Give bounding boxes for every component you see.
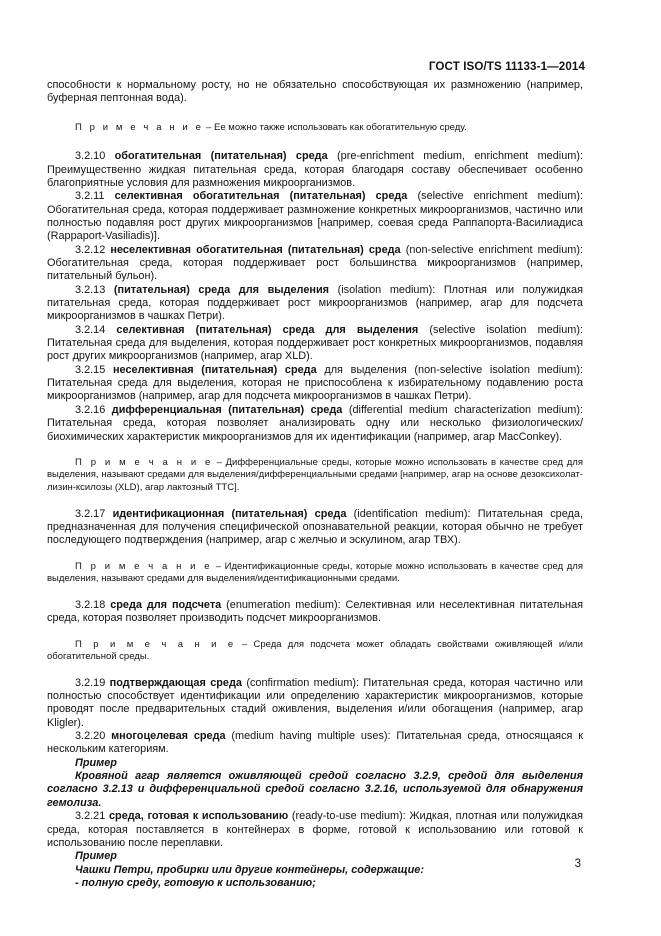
term-3-2-13: 3.2.13 (питательная) среда для выделения (isolation medium): Плотная или полужидкая питательная среда, которая поддерживает рост микроорганизмов (например, агар для подсчета микроорганизмов в чашках Петри). <box>47 283 583 323</box>
note-text: – Среда для подсчета может обладать свойствами оживляющей и/или обогатительной среды. <box>47 638 583 663</box>
note-text: – Идентификационные среды, которые можно использовать в качестве сред для выделения, называют средами для выделения/идентификационными средами. <box>47 560 583 585</box>
term-title: среда, готовая к использованию <box>108 810 289 823</box>
note-label: П р и м е ч а н и е <box>75 638 236 650</box>
term-3-2-10: 3.2.10 обогатительная (питательная) среда (pre-enrichment medium, enrichment medium): Преимущественно жидкая питательная среда, которая благодаря составу обеспечивает особенно благоприятные условия для размножения микроорганизмов. <box>47 150 583 189</box>
term-title: селективная (питательная) среда для выделения <box>116 323 419 336</box>
example-text-containers: Чашки Петри, пробирки или другие контейнеры, содержащие: <box>75 863 424 876</box>
term-title: (питательная) среда для выделения <box>113 283 330 296</box>
note-enumeration <box>47 639 583 664</box>
term-title: идентификационная (питательная) среда <box>112 507 347 520</box>
term-title: дифференциальная (питательная) среда <box>111 403 343 416</box>
note-label: П р и м е ч а н и е <box>75 121 204 133</box>
term-3-2-14: 3.2.14 селективная (питательная) среда для выделения (selective isolation medium): Питательная среда для выделения, которая поддерживает рост конкретных микроорганизмов, подавляя рост других микроорганизмов (например, агар XLD). <box>47 323 583 363</box>
example-label: Пример <box>75 756 117 769</box>
note-text: – Дифференциальные среды, которые можно использовать в качестве сред для выделения, называют средами для выделения/дифференциальными средами [например, агар на основе дезоксихолат-лизин-ксилозы (XLD), агар лактозный ТТС]. <box>47 456 583 494</box>
term-title: неселективная (питательная) среда <box>112 363 317 376</box>
term-3-2-12: 3.2.12 неселективная обогатительная (питательная) среда (non-selective enrichment medium): Обогатительная среда, которая поддерживает рост большинства микроорганизмов (например, питательный бульон). <box>47 243 583 283</box>
note-enrichment <box>47 122 583 135</box>
term-title: многоцелевая среда <box>111 730 226 743</box>
term-title: среда для подсчета <box>110 598 222 611</box>
note-label: П р и м е ч а н и е <box>75 560 213 572</box>
example-text-blood-agar: Кровяной агар является оживляющей средой согласно 3.2.9, средой для выделения согласно 3.2.13 и дифференциальной средой согласно 3.2.16, используемой для обнаружения гемолиза. <box>47 770 583 809</box>
term-title: подтверждающая среда <box>109 676 242 689</box>
page-number: 3 <box>574 858 581 870</box>
example-label: Пример <box>75 850 117 863</box>
term-3-2-11: 3.2.11 селективная обогатительная (питательная) среда (selective enrichment medium): Обогатительная среда, которая поддерживает размножение конкретных микроорганизмов, частично или полностью подавляя рост других микроорганизмов [например, соевая среда Раппапорта-Василиадиса (Rappaport-Vasiliadis)]. <box>47 190 583 243</box>
term-3-2-18: 3.2.18 среда для подсчета (enumeration medium): Селективная или неселективная питательная среда, которая позволяет производить подсчет микроорганизмов. <box>47 598 584 625</box>
note-label: П р и м е ч а н и е <box>75 456 213 468</box>
term-title: неселективная обогатительная (питательная) среда <box>110 243 401 256</box>
example-list-item: - полную среду, готовую к использованию; <box>75 876 316 889</box>
term-title: обогатительная (питательная) среда <box>114 150 328 163</box>
document-body <box>47 79 583 890</box>
term-3-2-15: 3.2.15 неселективная (питательная) среда для выделения (non-selective isolation medium): Питательная среда для выделения, которая не приспособлена к избирательному подавлению роста микроорганизмов (например, агар для подсчета микроорганизмов в чашках Петри). <box>47 363 583 403</box>
term-3-2-17: 3.2.17 идентификационная (питательная) среда (identification medium): Питательная среда, предназначенная для получения специфической опознавательной реакции, которая обычно не требует последующего подтверждения (например, агар с желчью и эскулином, агар ТВХ). <box>47 507 583 547</box>
term-3-2-16: 3.2.16 дифференциальная (питательная) среда (differential medium characterization medium): Питательная среда, которая позволяет анализировать одну или несколько физиологических/биохимических характеристик микроорганизмов для их идентификации (например, агар MacConkey). <box>47 403 583 443</box>
note-differential <box>47 457 583 495</box>
note-identification <box>47 561 583 586</box>
term-title: селективная обогатительная (питательная) среда <box>114 190 408 203</box>
document-header-standard: ГОСТ ISO/TS 11133-1—2014 <box>428 60 585 73</box>
term-3-2-19: 3.2.19 подтверждающая среда (confirmation medium): Питательная среда, которая частично или полностью способствует идентификации или определению характеристик микроорганизмов, которые проводят после предварительных стадий оживления, выделения и/или обогащения (например, агар Kligler). <box>47 676 584 729</box>
note-text: – Ее можно также использовать как обогатительную среду. <box>203 121 467 133</box>
paragraph-continuation: способности к нормальному росту, но не обязательно способствующая их размножению (например, буферная пептонная вода). <box>47 79 583 105</box>
term-3-2-20: 3.2.20 многоцелевая среда (medium having multiple uses): Питательная среда, относящаяся к нескольким категориям. <box>47 730 584 756</box>
term-3-2-21: 3.2.21 среда, готовая к использованию (ready-to-use medium): Жидкая, плотная или полужидкая среда, которая поставляется в контейнерах в форме, готовой к использованию или готовой к использованию после переплавки. <box>47 810 583 849</box>
